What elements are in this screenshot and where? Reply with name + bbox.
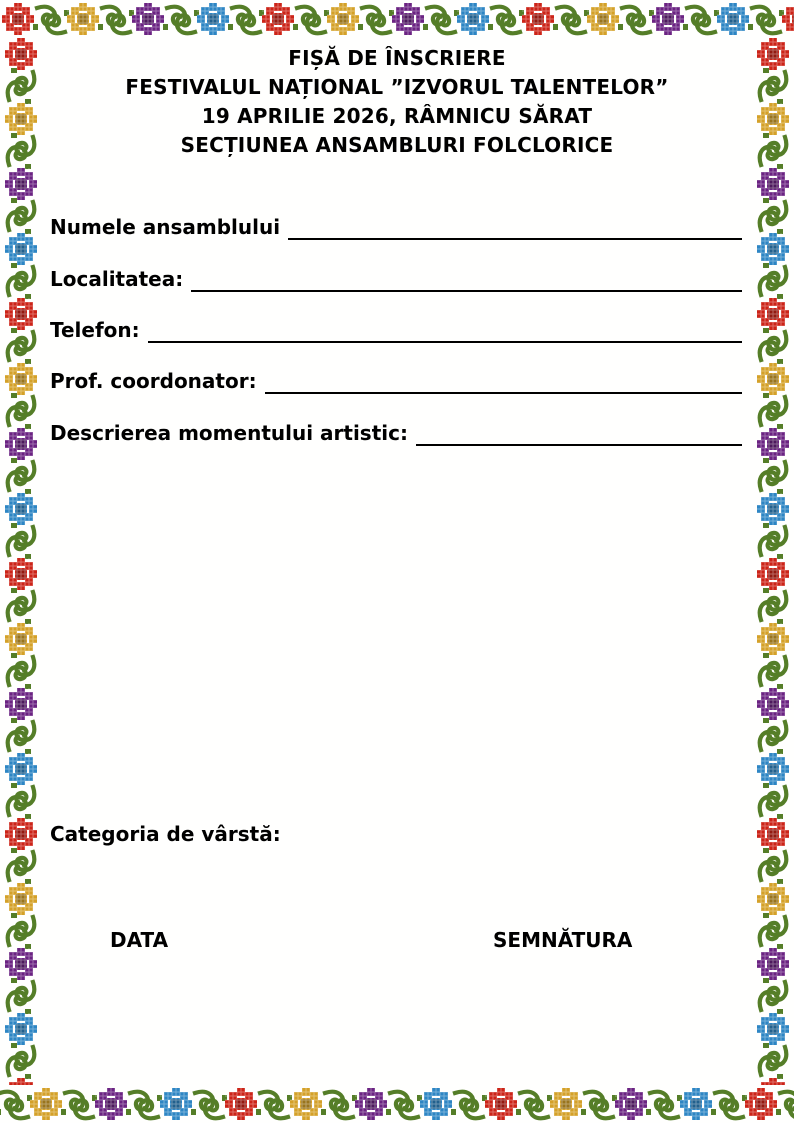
date-label: DATA bbox=[110, 928, 169, 952]
field-row-phone bbox=[50, 317, 742, 343]
signature-label: SEMNĂTURA bbox=[493, 928, 633, 952]
field-label-ensemble-name: Numele ansamblului bbox=[50, 215, 281, 239]
form-title-line-1: FIȘĂ DE ÎNSCRIERE bbox=[288, 46, 506, 70]
form-title-line-2: FESTIVALUL NAȚIONAL ”IZVORUL TALENTELOR” bbox=[125, 75, 669, 99]
field-row-artistic-description bbox=[50, 420, 742, 446]
folk-pattern-border-top bbox=[0, 0, 794, 38]
age-category-label: Categoria de vârstă: bbox=[50, 822, 281, 846]
folk-pattern-border-bottom bbox=[0, 1085, 794, 1123]
form-title-line-4: SECȚIUNEA ANSAMBLURI FOLCLORICE bbox=[180, 133, 614, 157]
fill-in-line-locality bbox=[191, 265, 742, 292]
fill-in-line-artistic-description bbox=[416, 419, 742, 446]
fill-in-line-coordinator bbox=[265, 367, 742, 394]
field-row-coordinator bbox=[50, 368, 742, 394]
fill-in-line-ensemble-name bbox=[288, 213, 742, 240]
field-row-ensemble-name bbox=[50, 214, 742, 240]
field-label-coordinator: Prof. coordonator: bbox=[50, 369, 257, 393]
folk-pattern-border-left bbox=[2, 36, 40, 1085]
field-label-locality: Localitatea: bbox=[50, 267, 184, 291]
fill-in-line-phone bbox=[148, 316, 742, 343]
folk-pattern-border-right bbox=[754, 36, 792, 1085]
form-title-line-3: 19 APRILIE 2026, RÂMNICU SĂRAT bbox=[201, 104, 593, 128]
form-title-block bbox=[44, 44, 750, 160]
field-label-artistic-description: Descrierea momentului artistic: bbox=[50, 421, 408, 445]
field-label-phone: Telefon: bbox=[50, 318, 140, 342]
field-row-locality bbox=[50, 266, 742, 292]
